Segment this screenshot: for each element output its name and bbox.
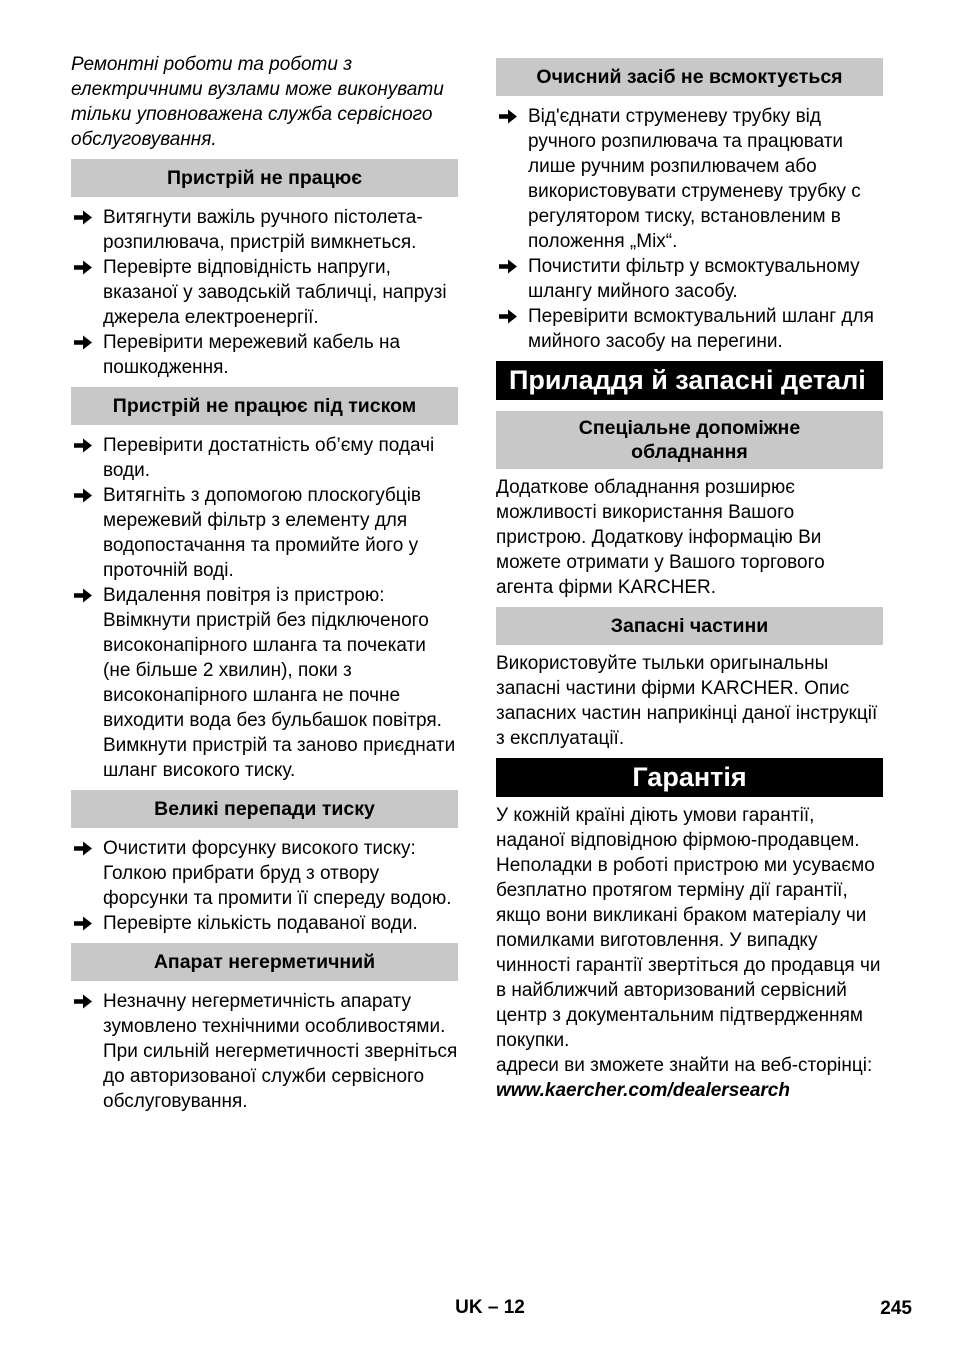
list-item: Витягніть з допомогою плоскогубців мережевий фільтр з елементу для водопостачання та промийте його у проточній воді. <box>71 483 458 583</box>
list-item: Витягнути важіль ручного пістолета-розпилювача, пристрій вимкнеться. <box>71 205 458 255</box>
list-item: Перевірити мережевий кабель на пошкодження. <box>71 330 458 380</box>
text-warranty-address: адреси ви зможете знайти на веб-сторінці: <box>496 1055 873 1076</box>
left-column <box>71 50 458 1114</box>
arrow-right-icon <box>73 209 93 226</box>
intro-note: Ремонтні роботи та роботи з електричними вузлами може виконувати тільки уповноважена служба сервісного обслуговування. <box>71 54 444 150</box>
text-special-accessories: Додаткове обладнання розширює можливості використання Вашого пристрою. Додаткову інформацію Ви можете отримати у Вашого торгового агента фірми KARCHER. <box>496 477 825 598</box>
arrow-right-icon <box>73 437 93 454</box>
list-item: Від'єднати струменеву трубку від ручного розпилювача та працювати лише ручним розпилювачем або використовувати струменеву трубку с регулятором тиску, встановленим в положення „Mix“. <box>496 104 883 254</box>
list-item: Почистити фільтр у всмоктувальному шлангу мийного засобу. <box>496 254 883 304</box>
heading-warranty: Гарантія <box>496 758 883 797</box>
text-spare-parts: Використовуйте тыльки оригынальны запасні частини фірми KARCHER. Опис запасних частин наприкінці даної інструкції з експлуатації. <box>496 653 878 749</box>
arrow-right-icon <box>73 587 93 604</box>
heading-no-pressure: Пристрій не працює під тиском <box>71 387 458 425</box>
arrow-right-icon <box>73 993 93 1010</box>
right-column <box>496 50 883 1103</box>
arrow-right-icon <box>73 487 93 504</box>
arrow-right-icon <box>73 840 93 857</box>
heading-device-not-working: Пристрій не працює <box>71 159 458 197</box>
list-item: Перевірити достатність об’єму подачі води. <box>71 433 458 483</box>
heading-special-accessories: Спеціальне допоміжне обладнання <box>496 411 883 469</box>
list-leaking <box>71 989 458 1114</box>
list-no-pressure <box>71 433 458 783</box>
arrow-right-icon <box>73 915 93 932</box>
arrow-right-icon <box>498 108 518 125</box>
list-detergent-not-sucked <box>496 104 883 354</box>
list-item: Перевірте відповідність напруги, вказаної у заводській табличці, напрузі джерела електроенергії. <box>71 255 458 330</box>
list-item: Перевірте кількість подаваної води. <box>71 911 458 936</box>
arrow-right-icon <box>498 258 518 275</box>
list-item: Очистити форсунку високого тиску: Голкою прибрати бруд з отвору форсунки та промити її спереду водою. <box>71 836 458 911</box>
list-item: Видалення повітря із пристрою: Ввімкнути пристрій без підключеного високонапірного шланга та почекати (не більше 2 хвилин), поки з високонапірного шланга не почне виходити вода без бульбашок повітря. Вимкнути пристрій та заново приєднати шланг високого тиску. <box>71 583 458 783</box>
dealer-search-link[interactable]: www.kaercher.com/dealersearch <box>496 1080 790 1101</box>
arrow-right-icon <box>73 259 93 276</box>
list-pressure-fluctuation <box>71 836 458 936</box>
heading-spare-parts: Запасні частини <box>496 607 883 645</box>
section-page-label: UK – 12 <box>455 1297 525 1318</box>
heading-leaking: Апарат негерметичний <box>71 943 458 981</box>
heading-accessories: Приладдя й запасні деталі <box>496 361 883 400</box>
arrow-right-icon <box>498 308 518 325</box>
list-device-not-working <box>71 205 458 380</box>
heading-pressure-fluctuation: Великі перепади тиску <box>71 790 458 828</box>
arrow-right-icon <box>73 334 93 351</box>
list-item: Незначну негерметичність апарату зумовлено технічними особливостями. При сильній негерметичності зверніться до авторизованої служби сервісного обслуговування. <box>71 989 458 1114</box>
heading-detergent-not-sucked: Очисний засіб не всмоктується <box>496 58 883 96</box>
page-number: 245 <box>880 1298 912 1319</box>
text-warranty: У кожній країні діють умови гарантії, наданої відповідною фірмою-продавцем. Неполадки в роботі пристрою ми усуваємо безплатно протягом терміну дії гарантії, якщо вони викликані браком матеріалу чи помилками виготовлення. У випадку чинності гарантії звертіться до продавця чи в найближчий авторизований сервісний центр з документальним підтвердженням покупки. <box>496 805 881 1051</box>
list-item: Перевірити всмоктувальний шланг для мийного засобу на перегини. <box>496 304 883 354</box>
